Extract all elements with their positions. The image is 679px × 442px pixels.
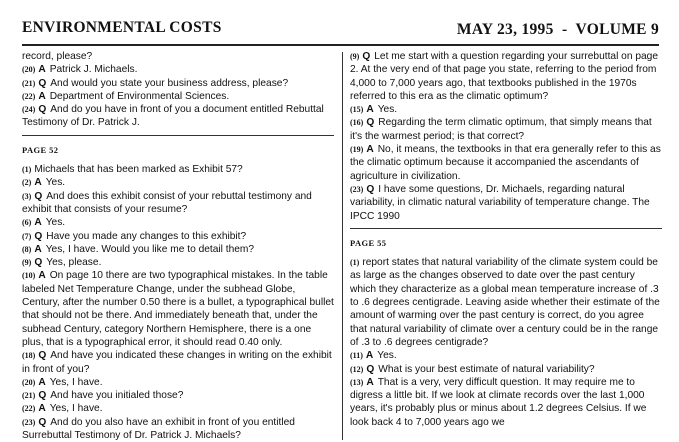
- line-number: (21): [22, 78, 36, 88]
- line-text: And would you state your business address, please?: [50, 77, 289, 89]
- line-text: Yes, I have. Would you like me to detail them?: [45, 243, 255, 255]
- speaker-marker: Q: [38, 416, 47, 428]
- line-text: And have you indicated these changes in writing on the exhibit in front of you?: [22, 350, 332, 375]
- line-number: (16): [350, 118, 364, 128]
- line-text: Yes, I have.: [49, 376, 103, 388]
- right-page-section: [350, 256, 662, 429]
- transcript-line: [22, 416, 334, 442]
- line-text: No, it means, the textbooks in that era generally refer to this as the climatic optimum because it accompanied the ascendants of agriculture in civilization.: [350, 144, 661, 182]
- speaker-marker: Q: [366, 183, 375, 195]
- line-number: (1): [350, 258, 360, 268]
- line-number: (13): [350, 377, 364, 387]
- transcript-line: [22, 90, 334, 103]
- speaker-marker: A: [38, 90, 46, 102]
- line-text: And have you initialed those?: [50, 390, 184, 402]
- transcript-line: [350, 103, 662, 116]
- line-text: Yes.: [45, 217, 66, 229]
- transcript-line: [350, 363, 662, 376]
- line-text: Yes.: [377, 104, 398, 116]
- transcript-line: [22, 63, 334, 76]
- line-text: And do you also have an exhibit in front of you entitled Surrebuttal Testimony of Dr. Patrick J. Michaels?: [22, 416, 295, 442]
- speaker-marker: Q: [34, 257, 43, 269]
- transcript-line: [22, 103, 334, 130]
- line-number: (24): [22, 105, 36, 115]
- left-page-section: [22, 163, 334, 442]
- speaker-marker: Q: [362, 51, 371, 62]
- line-text: And do you have in front of you a document entitled Rebuttal Testimony of Dr. Patrick J.: [22, 104, 324, 129]
- speaker-marker: A: [366, 376, 374, 388]
- line-number: (7): [22, 231, 32, 241]
- line-number: (10): [22, 271, 36, 281]
- speaker-marker: A: [34, 217, 42, 229]
- transcript-line: [22, 176, 334, 189]
- speaker-marker: Q: [34, 230, 43, 242]
- speaker-marker: A: [34, 243, 42, 255]
- line-text: Michaels that has been marked as Exhibit 57?: [34, 164, 243, 176]
- line-text: And does this exhibit consist of your rebuttal testimony and exhibit that consists of your resume?: [22, 190, 312, 215]
- speaker-marker: A: [366, 104, 374, 116]
- line-number: (21): [22, 391, 36, 401]
- transcript-line: [22, 77, 334, 90]
- transcript-line: [350, 116, 662, 143]
- speaker-marker: Q: [38, 77, 47, 89]
- left-top-section: [22, 50, 334, 130]
- left-column: [22, 50, 334, 440]
- speaker-marker: Q: [38, 350, 47, 362]
- transcript-line: [22, 190, 334, 217]
- line-text: I have some questions, Dr. Michaels, regarding natural variability, in climatic natural variability of temperature change. The IPCC 1990: [350, 183, 650, 222]
- line-number: (2): [22, 178, 32, 188]
- line-number: (18): [22, 351, 36, 361]
- section-divider: [350, 228, 662, 229]
- speaker-marker: Q: [38, 104, 47, 116]
- speaker-marker: A: [38, 64, 46, 76]
- line-number: (23): [22, 417, 36, 427]
- line-number: (20): [22, 65, 36, 75]
- transcript-line: [22, 50, 334, 63]
- header-rule: [22, 44, 659, 46]
- transcript-line: [22, 216, 334, 229]
- transcript-line: [22, 269, 334, 349]
- line-number: (19): [350, 145, 364, 155]
- speaker-marker: Q: [34, 190, 43, 202]
- line-text: Let me start with a question regarding your surrebuttal on page 2. At the very end of that page you state, referring to the period from 4,000 to 7,000 years ago, that textbooks published in the 1970s referred to this era as the climatic optimum?: [350, 51, 658, 102]
- line-text: On page 10 there are two typographical mistakes. In the table labeled Net Temperature Change, under the subhead Globe, Century, after the number 0.50 there is a bullet, a typographical bullet that should not be there. And immediately beneath that, under the subhead Century, category Northern Hemisphere, there is a one plus, that is a typographical error, it should read 0.40 only.: [22, 270, 334, 348]
- line-text: Yes.: [377, 350, 397, 362]
- line-number: (12): [350, 364, 364, 374]
- line-text: Patrick J. Michaels.: [49, 64, 138, 76]
- transcript-line: [350, 50, 662, 103]
- line-text: Yes.: [45, 177, 66, 189]
- speaker-marker: A: [34, 177, 42, 189]
- page-header: [0, 0, 679, 46]
- line-number: (6): [22, 218, 32, 228]
- transcript-line: [22, 243, 334, 256]
- speaker-marker: A: [38, 270, 46, 282]
- line-number: (9): [22, 258, 32, 268]
- publication-title: ENVIRONMENTAL COSTS: [22, 19, 222, 36]
- transcript-line: [22, 256, 334, 269]
- section-divider: [22, 135, 334, 136]
- line-text: Department of Environmental Sciences.: [49, 90, 230, 102]
- right-top-section: [350, 50, 662, 223]
- transcript-line: [22, 376, 334, 389]
- line-text: report states that natural variability of the climate system could be as large as the changes observed to date over the past century which they characterize as a global mean temperature increase of .3 to .6 degrees centigrade. Leaving aside whether their estimate of the amount of warming over the past century is correct, do you agree that natural variability of climate over a century could be in the range of .3 to .6 degrees centigrade?: [350, 257, 660, 348]
- line-number: (22): [22, 91, 36, 101]
- line-number: (9): [350, 52, 360, 61]
- transcript-line: [22, 163, 334, 176]
- line-number: (1): [22, 165, 32, 175]
- issue-date-volume: MAY 23, 1995 - VOLUME 9: [456, 21, 659, 38]
- transcript-line: [350, 256, 662, 349]
- transcript-line: [350, 143, 662, 183]
- line-text: Yes, I have.: [49, 403, 103, 415]
- speaker-marker: A: [38, 403, 46, 415]
- line-text: What is your best estimate of natural variability?: [378, 363, 595, 375]
- line-text: Yes, please.: [46, 257, 102, 269]
- speaker-marker: A: [38, 376, 46, 388]
- line-number: (23): [350, 184, 364, 194]
- line-number: (11): [350, 351, 363, 361]
- page-label: PAGE 52: [22, 144, 59, 155]
- line-number: (22): [22, 404, 36, 414]
- line-number: (3): [22, 191, 32, 201]
- transcript-line: [350, 349, 662, 362]
- transcript-line: [22, 230, 334, 243]
- column-divider: [342, 52, 343, 440]
- speaker-marker: Q: [38, 390, 47, 402]
- right-column: [350, 50, 662, 440]
- line-number: (15): [350, 105, 364, 115]
- page-label: PAGE 55: [350, 237, 387, 248]
- transcript-line: [22, 389, 334, 402]
- speaker-marker: A: [365, 350, 374, 362]
- line-text: record, please?: [22, 51, 93, 62]
- line-text: That is a very, very difficult question. It may require me to digress a little bit. If we look at climate records over the last 1,000 years, it's probably plus or minus about 1.2 degrees Celsius. If we look back 4 to 7,000 years ago we: [350, 376, 647, 428]
- speaker-marker: Q: [366, 363, 375, 375]
- transcript-line: [350, 376, 662, 429]
- transcript-line: [350, 183, 662, 223]
- transcript-line: [22, 349, 334, 376]
- line-number: (8): [22, 244, 32, 254]
- speaker-marker: Q: [366, 117, 375, 129]
- line-text: Have you made any changes to this exhibit?: [46, 230, 247, 242]
- speaker-marker: A: [366, 144, 374, 156]
- line-text: Regarding the term climatic optimum, that simply means that it's the warmest period; is that correct?: [350, 117, 652, 142]
- line-number: (20): [22, 377, 36, 387]
- transcript-line: [22, 402, 334, 415]
